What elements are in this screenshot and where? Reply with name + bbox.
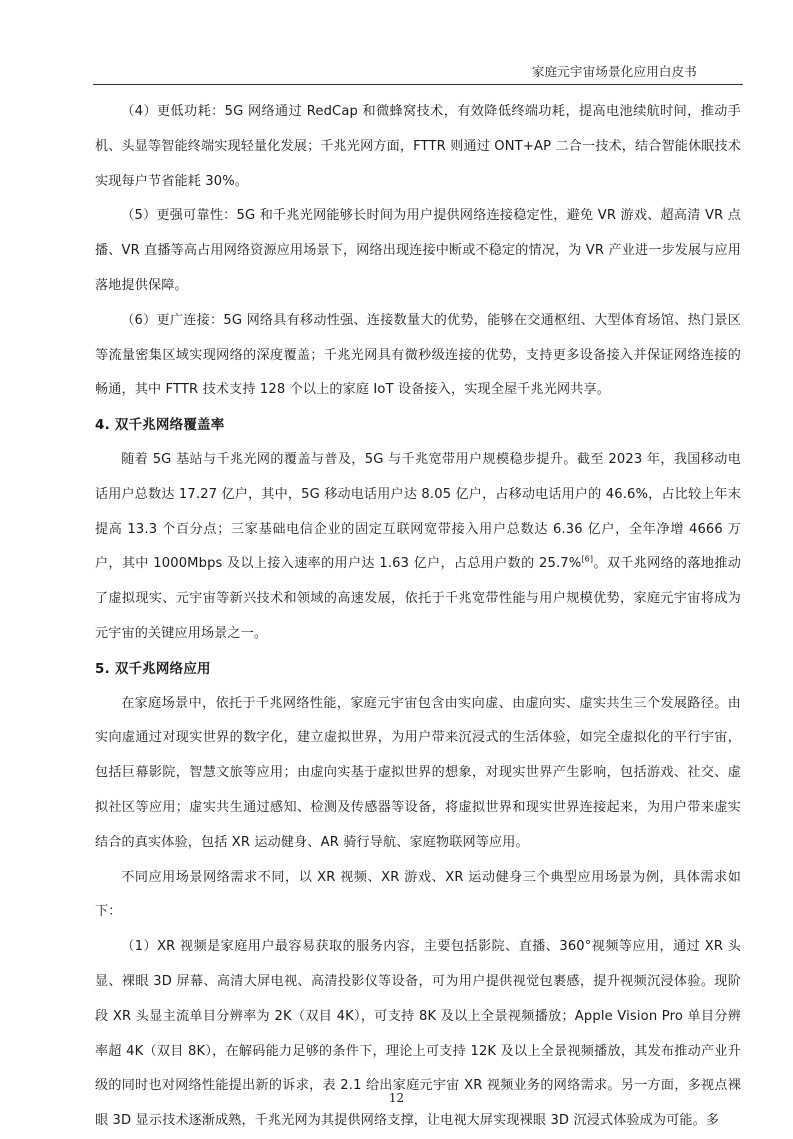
paragraph-home-metaverse-paths: 在家庭场景中，依托于千兆网络性能，家庭元宇宙包含由实向虚、由虚向实、虚实共生三个发展路径。由实向虚通过对现实世界的数字化，建立虚拟世界，为用户带来沉浸式的生活体验，如完全虚拟化的平行宇宙，包括巨幕影院，智慧文旅等应用；由虚向实基于虚拟世界的想象，对现实世界产生影响，包括游戏、社交、虚拟社区等应用；虚实共生通过感知、检测及传感器等设备，将虚拟世界和现实世界连接起来，为用户带来虚实结合的真实体验，包括 XR 运动健身、AR 骑行导航、家庭物联网等应用。	[95, 695, 741, 850]
paragraph-xr-video: （1）XR 视频是家庭用户最容易获取的服务内容，主要包括影院、直播、360°视频等应用，通过 XR 头显、裸眼 3D 屏幕、高清大屏电视、高清投影仪等设备，可为用户提供视觉包裹感，提升视频沉浸体验。现阶段 XR 头显主流单目分辨率为 2K（双目 4K），可支持 8K 及以上全景视频播放；Apple Vision Pro 单目分辨率超 4K（双目 8K），在解码能力足够的条件下，理论上可支持 12K 及以上全景视频播放，其发布推动产业升级的同时也对网络性能提出新的诉求，表 2.1 给出家庭元宇宙 XR 视频业务的网络需求。另一方面，多视点裸眼 3D 显示技术逐渐成熟，千兆光网为其提供网络支撑，让电视大屏实现裸眼 3D 沉浸式体验成为可能。多	[95, 939, 741, 1129]
section-heading-coverage: 4. 双千兆网络覆盖率	[95, 417, 225, 434]
paragraph-reliability: （5）更强可靠性：5G 和千兆光网能够长时间为用户提供网络连接稳定性，避免 VR 游戏、超高清 VR 点播、VR 直播等高占用网络资源应用场景下，网络出现连接中断或不稳定的情况，为 VR 产业进一步发展与应用落地提供保障。	[95, 208, 741, 293]
page-number: 12	[388, 1091, 405, 1105]
paragraph-coverage	[95, 443, 741, 652]
paragraph-scenario-requirements: 不同应用场景网络需求不同，以 XR 视频、XR 游戏、XR 运动健身三个典型应用场景为例，具体需求如下：	[95, 869, 741, 920]
page-body	[95, 95, 741, 1139]
paragraph-wider-connection: （6）更广连接：5G 网络具有移动性强、连接数量大的优势，能够在交通枢纽、大型体育场馆、热门景区等流量密集区域实现网络的深度覆盖；千兆光网具有微秒级连接的优势，支持更多设备接入并保证网络连接的畅通，其中 FTTR 技术支持 128 个以上的家庭 IoT 设备接入，实现全屋千兆光网共享。	[95, 312, 741, 398]
citation-reference[interactable]: [6]	[581, 555, 594, 564]
section-heading-applications: 5. 双千兆网络应用	[95, 660, 211, 677]
running-header-title: 家庭元宇宙场景化应用白皮书	[531, 64, 697, 79]
coverage-text-continued: 。双千兆网络的落地推动了虚拟现实、元宇宙等新兴技术和领域的高速发展，依托于千兆宽带性能与用户规模优势，家庭元宇宙将成为元宇宙的关键应用场景之一。	[95, 556, 741, 641]
coverage-text: 随着 5G 基站与千兆光网的覆盖与普及，5G 与千兆宽带用户规模稳步提升。截至 2023 年，我国移动电话用户总数达 17.27 亿户，其中，5G 移动电话用户达 8.05 亿户，占移动电话用户的 46.6%，占比较上年末提高 13.3 个百分点；三家基础电信企业的固定互联网宽带接入用户总数达 6.36 亿户，全年净增 4666 万户，其中 1000Mbps 及以上接入速率的用户达 1.63 亿户，占总用户数的 25.7%	[95, 451, 741, 572]
header-divider	[93, 84, 743, 85]
paragraph-lower-power: （4）更低功耗：5G 网络通过 RedCap 和微蜂窝技术，有效降低终端功耗，提高电池续航时间，推动手机、头显等智能终端实现轻量化发展；千兆光网方面，FTTR 则通过 ONT+AP 二合一技术，结合智能休眠技术实现每户节省能耗 30%。	[95, 104, 741, 189]
